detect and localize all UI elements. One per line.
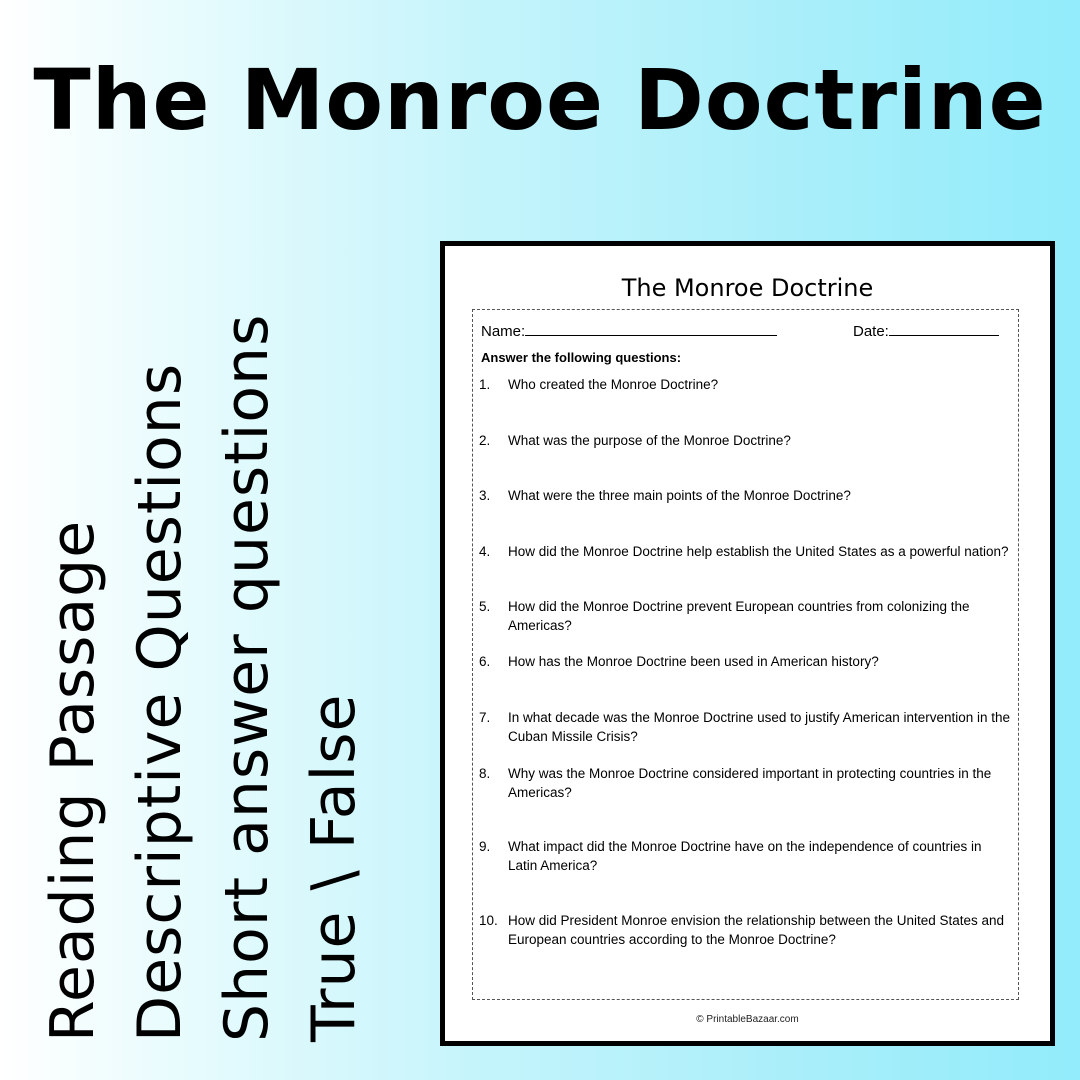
question-item	[479, 709, 1011, 746]
question-item	[479, 653, 1011, 672]
question-number: 7.	[479, 710, 491, 725]
main-title: The Monroe Doctrine	[33, 51, 1047, 149]
question-text: What impact did the Monroe Doctrine have on the independence of countries in Latin America?	[508, 839, 982, 873]
question-item	[479, 543, 1011, 562]
question-number: 4.	[479, 544, 491, 559]
side-label-descriptive-questions: Descriptive Questions	[125, 362, 195, 1042]
side-label-short-answer-questions: Short answer questions	[212, 313, 282, 1042]
copyright-footer: © PrintableBazaar.com	[696, 1014, 799, 1025]
question-text: What was the purpose of the Monroe Doctrine?	[508, 433, 791, 448]
question-item	[479, 838, 1011, 875]
question-text: In what decade was the Monroe Doctrine used to justify American intervention in the Cuban Missile Crisis?	[508, 710, 1011, 744]
question-item	[479, 598, 1011, 635]
worksheet-title: The Monroe Doctrine	[621, 274, 874, 302]
question-item	[479, 376, 1011, 395]
question-text: How did the Monroe Doctrine help establish the United States as a powerful nation?	[508, 544, 1009, 559]
name-label: Name:	[481, 323, 526, 340]
question-text: How did the Monroe Doctrine prevent European countries from colonizing the Americas?	[508, 599, 970, 633]
question-number: 3.	[479, 488, 491, 503]
question-number: 2.	[479, 433, 491, 448]
question-number: 1.	[479, 377, 491, 392]
date-label: Date:	[853, 323, 889, 340]
question-item	[479, 765, 1011, 802]
worksheet-preview	[440, 241, 1055, 1046]
question-text: Who created the Monroe Doctrine?	[508, 377, 719, 392]
question-number: 9.	[479, 839, 491, 854]
date-blank-line	[889, 321, 999, 336]
question-number: 5.	[479, 599, 491, 614]
question-number: 6.	[479, 654, 491, 669]
date-field	[853, 321, 999, 340]
worksheet-question-box	[472, 309, 1019, 1000]
question-text: How has the Monroe Doctrine been used in American history?	[508, 654, 879, 669]
side-label-true-false: True \ False	[299, 693, 369, 1042]
question-text: Why was the Monroe Doctrine considered important in protecting countries in the Americas?	[508, 766, 992, 800]
name-blank-line	[525, 321, 777, 336]
side-label-reading-passage: Reading Passage	[38, 519, 108, 1042]
question-item	[479, 487, 1011, 506]
instructions: Answer the following questions:	[481, 350, 682, 365]
question-text: What were the three main points of the Monroe Doctrine?	[508, 488, 851, 503]
question-item	[479, 432, 1011, 451]
question-text: How did President Monroe envision the relationship between the United States and European countries according to the Monroe Doctrine?	[508, 913, 1005, 947]
question-number: 8.	[479, 766, 491, 781]
name-field	[481, 321, 777, 340]
question-number: 10.	[479, 913, 498, 928]
question-item	[479, 912, 1011, 949]
